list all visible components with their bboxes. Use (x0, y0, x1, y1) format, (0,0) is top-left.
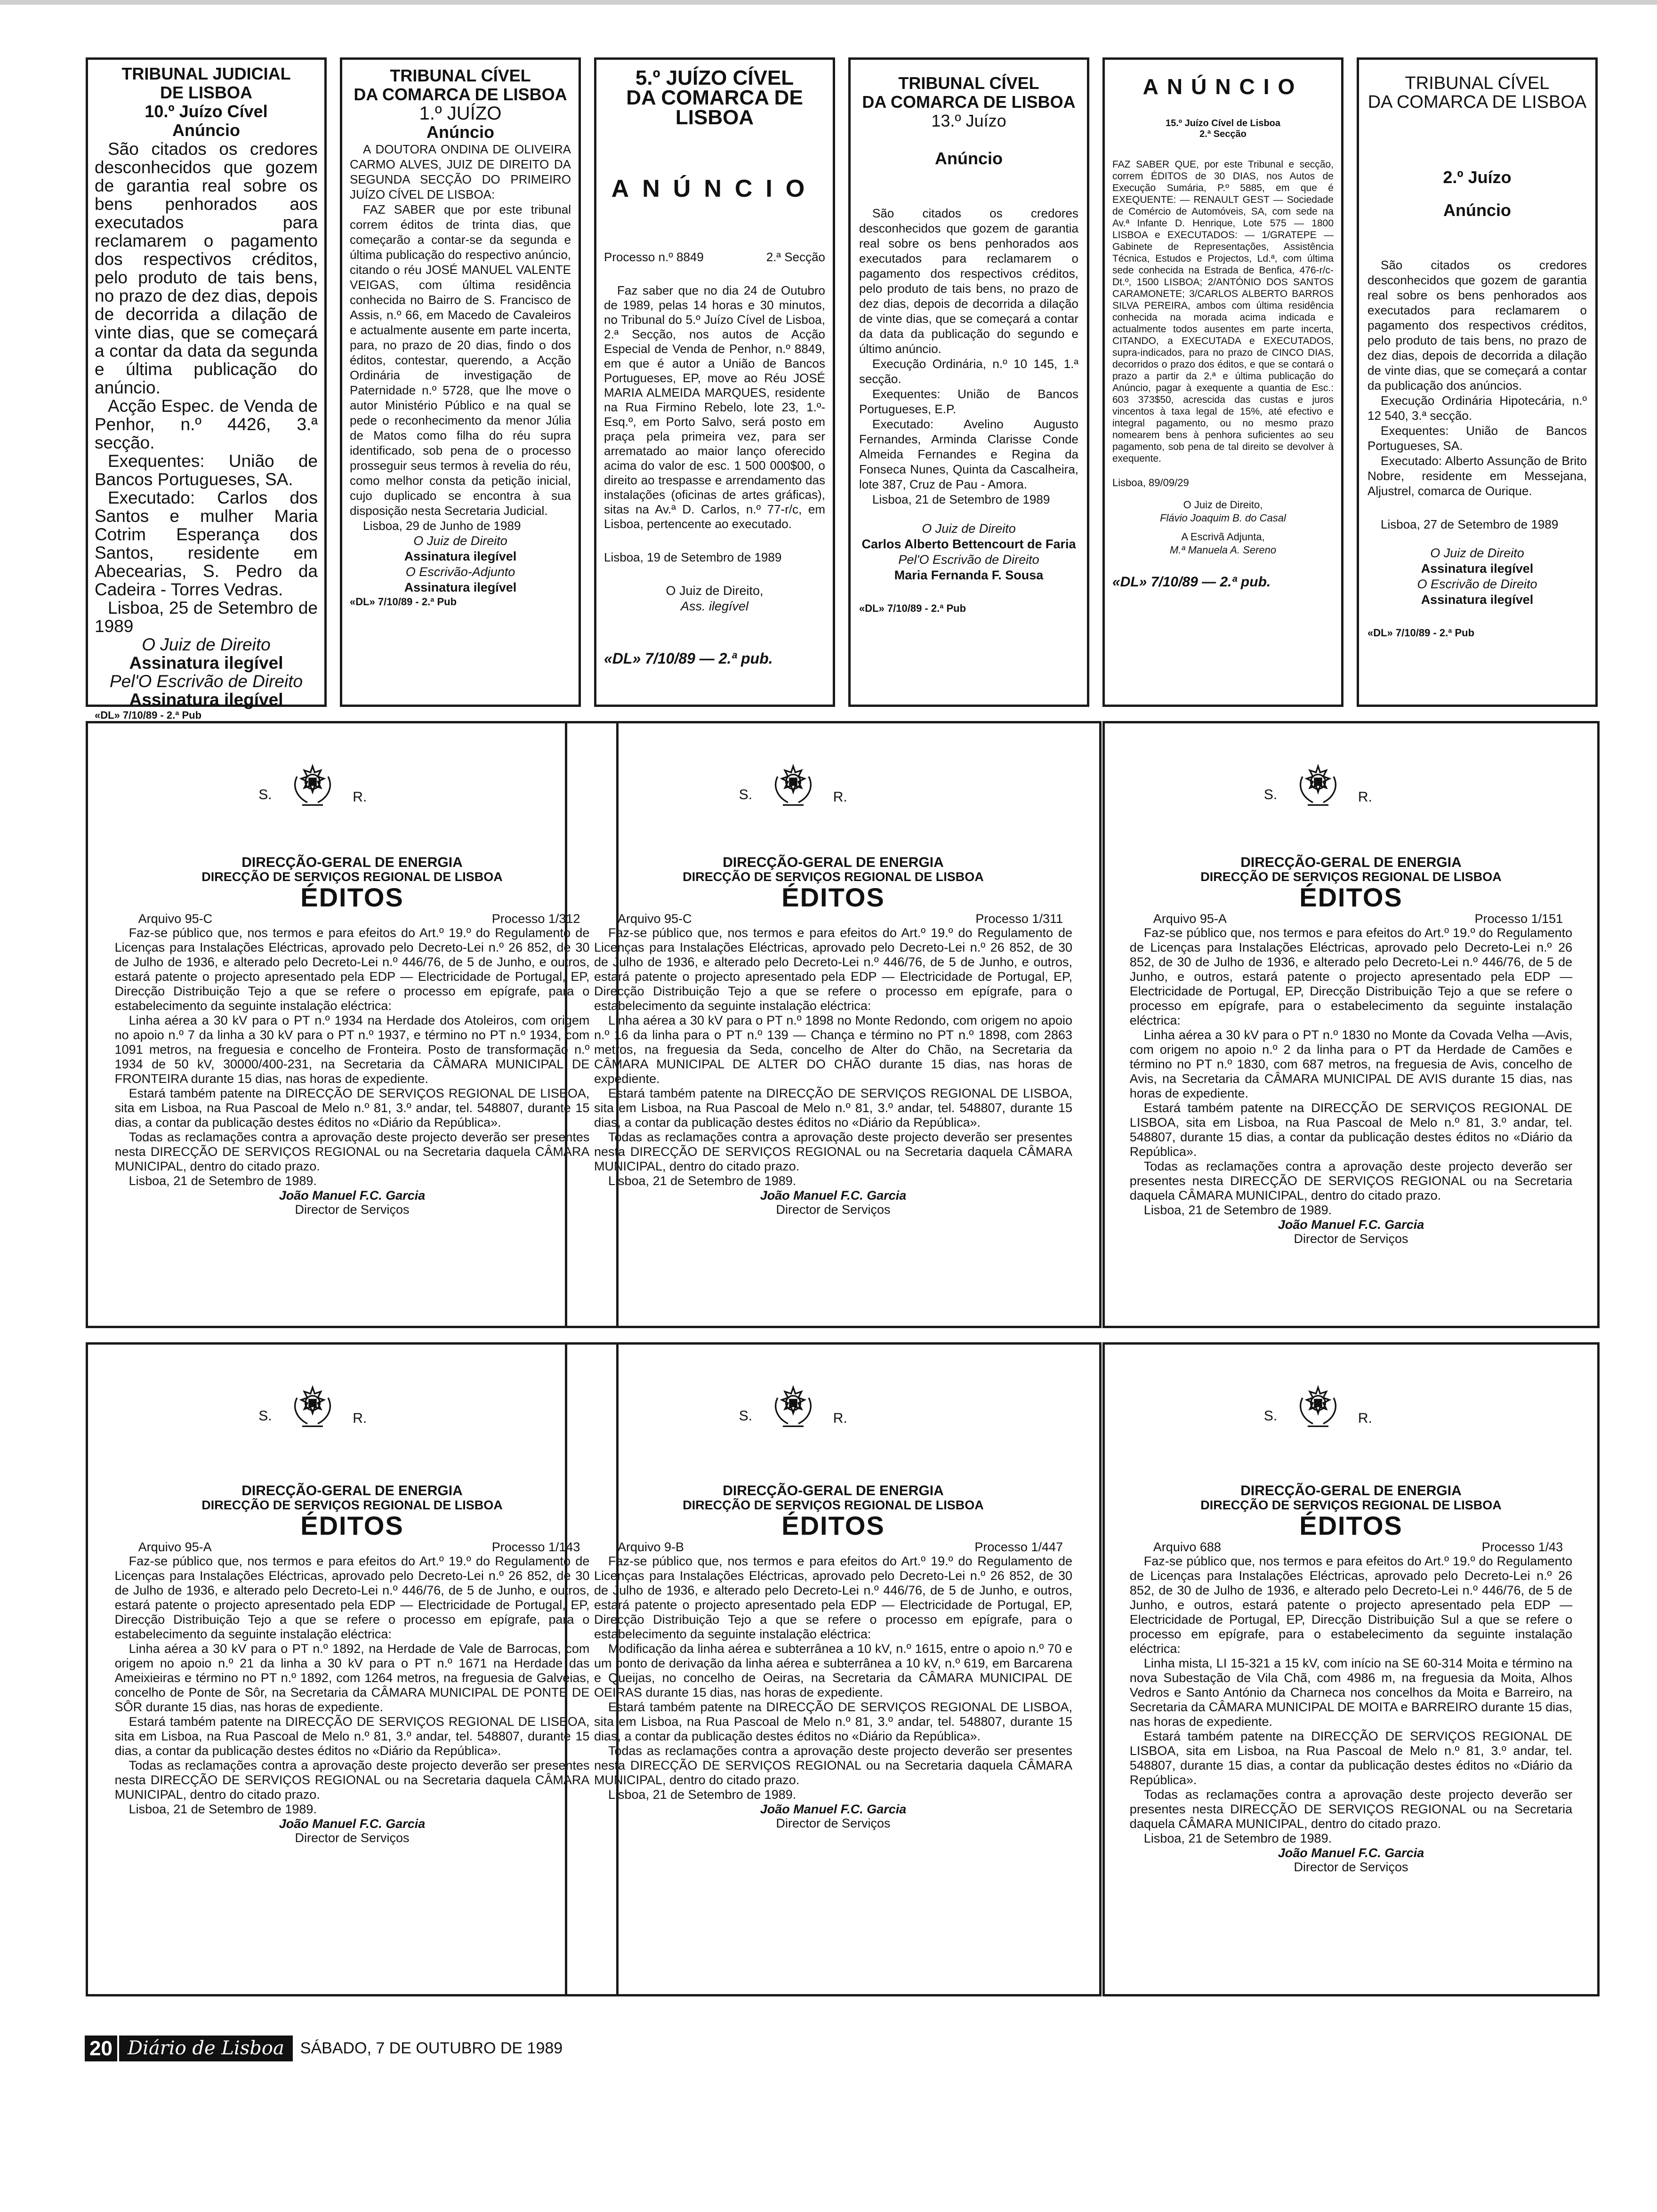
case-ref: Execução Ordinária, n.º 10 145, 1.ª secção. (859, 357, 1078, 386)
sr-header (88, 1382, 616, 1443)
court-name: 10.º Juízo Cível (145, 102, 268, 121)
issue-date: SÁBADO, 7 DE OUTUBRO DE 1989 (300, 2039, 563, 2057)
page-footer (85, 2036, 563, 2061)
signer-role: Director de Serviços (776, 1816, 891, 1830)
edital-p3: Estará também patente na DIRECÇÃO DE SERVIÇOS REGIONAL DE LISBOA, sita em Lisboa, na Rua Pascoal de Melo n.º 81, 3.º andar, tel. 548807, durante 15 dias, a contar da publicação destes éditos no «Diário da República». (114, 1086, 590, 1130)
notice-15-juizo (1102, 57, 1343, 707)
edital-box (1102, 1342, 1600, 1996)
editos-title: ÉDITOS (781, 882, 885, 912)
edital-p1: Faz-se público que, nos termos e para efeitos do Art.º 19.º do Regulamento de Licenças para Instalações Eléctricas, aprovado pelo Decreto-Lei n.º 26 852, de 30 de Julho de 1936, e alterado pelo Decreto-Lei n.º 446/76, de 5 de Junho, e outros, estará patente o projecto apresentado pela EDP — Electricidade de Portugal, EP, Direcção Distribuição Tejo a que se refere o processo em epígrafe, para o estabelecimento da seguinte instalação eléctrica: (114, 926, 590, 1013)
coat-of-arms-icon (287, 761, 338, 813)
sr-r: R. (1358, 789, 1372, 805)
dsr-title: DIRECÇÃO DE SERVIÇOS REGIONAL DE LISBOA (1200, 1498, 1502, 1512)
edital-refs (594, 1540, 1072, 1554)
edital-date: Lisboa, 21 de Setembro de 1989. (129, 1174, 317, 1188)
page-number: 20 (85, 2036, 117, 2061)
notice-heading: ANÚNCIO (1142, 74, 1303, 99)
notice-title: 5.º JUÍZO CÍVEL (635, 66, 794, 89)
notice-tribunal-civel-1 (340, 57, 581, 707)
notice-date: Lisboa, 89/09/29 (1112, 477, 1189, 489)
edital-refs (115, 912, 590, 926)
notice-date: Lisboa, 29 de Junho de 1989 (363, 519, 521, 533)
signature: Maria Fernanda F. Sousa (894, 568, 1044, 582)
publication-ref: «DL» 7/10/89 — 2.ª pub. (1112, 574, 1271, 590)
arquivo: Arquivo 95-C (138, 912, 213, 926)
edital-content (1130, 1483, 1572, 1874)
dsr-title: DIRECÇÃO DE SERVIÇOS REGIONAL DE LISBOA (1200, 870, 1502, 884)
edital-body (1130, 926, 1572, 1218)
edital-p2: Linha mista, LI 15-321 a 15 kV, com início na SE 60-314 Moita e término na nova Subestação de Vila Chã, com 4986 m, na freguesia da Moita, Alhos Vedros e Santo António da Charneca nos concelhos da Moita e Barreiro, na Secretaria da CÂMARA MUNICIPAL DE MOITA e BARREIRO durante 15 dias, nas horas de expediente. (1129, 1656, 1573, 1729)
processo: Processo 1/43 (1481, 1540, 1563, 1554)
court-name: 2.º Juízo (1443, 168, 1512, 187)
signer-name: João Manuel F.C. Garcia (279, 1188, 426, 1202)
arquivo: Arquivo 95-A (1153, 912, 1227, 926)
sr-header (1105, 761, 1597, 822)
notice-5-juizo (594, 57, 835, 707)
edital-p1: Faz-se público que, nos termos e para efeitos do Art.º 19.º do Regulamento de Licenças para Instalações Eléctricas, aprovado pelo Decreto-Lei n.º 26 852, de 30 de Julho de 1936, e alterado pelo Decreto-Lei n.º 446/76, de 5 de Junho, e outros, estará patente o projecto apresentado pela EDP — Electricidade de Portugal, EP, Direcção Distribuição Tejo a que se refere o processo em epígrafe, para o estabelecimento da seguinte instalação eléctrica: (1129, 926, 1573, 1027)
processo: Processo 1/447 (974, 1540, 1063, 1554)
edital-content (1130, 855, 1572, 1246)
edital-body (594, 926, 1072, 1188)
signer-name: João Manuel F.C. Garcia (760, 1188, 907, 1202)
arquivo: Arquivo 95-C (618, 912, 692, 926)
edital-content (594, 855, 1072, 1217)
signer-title: O Juiz de Direito, (1183, 499, 1263, 511)
notice-heading: ANÚNCIO (611, 175, 818, 202)
executado: Executado: Carlos dos Santos e mulher Maria Cotrim Esperança dos Santos, residente em Abecearias, S. Pedro da Cadeira - Torres Vedras. (95, 488, 318, 599)
publication-ref: «DL» 7/10/89 - 2.ª Pub (95, 709, 202, 721)
notice-tribunal-civel-13 (848, 57, 1089, 707)
sr-s: S. (1263, 787, 1278, 802)
edital-box (565, 721, 1102, 1328)
signature: M.ª Manuela A. Sereno (1169, 544, 1277, 556)
editos-title: ÉDITOS (1299, 882, 1403, 912)
notice-body: FAZ SABER QUE, por este Tribunal e secção, correm ÉDITOS de 30 DIAS, nos Autos de Execução Sumária, P.º 5885, em que é EXEQUENTE: — RENAULT GEST — Sociedade de Comércio de Automóveis, SA, com sede na Av.ª Infante D. Henrique, Lote 575 — 1800 LISBOA e EXECUTADOS: — 1/GRATEPE — Gabinete de Representações, Assistência Técnica, Estudos e Projectos, Ld.ª, com última sede conhecida na Estrada de Benfica, 476-r/c-Dt.º, 1500 LISBOA; 2/ANTÓNIO DOS SANTOS CARAMONETE; 3/CARLOS ALBERTO BARROS SILVA PEREIRA, ambos com última residência conhecida na morada acima indicada e actualmente todos ausentes em parte incerta, CITANDO, a EXECUTADA e EXECUTADOS, supra-indicados, para no prazo de CINCO DIAS, decorridos o prazo dos éditos, e que se contará o prazo a partir da 2.ª e última publicação do Anúncio, pagar à exequente a quantia de Esc.: 603 373$50, acrescida das custas e juros vincentos à taxa legal de 15%, até efectivo e integral pagamento, ou no mesmo prazo nomearem bens à penhora suficientes ao seu pagamento, sob pena de tal direito se devolver à exequente. (1112, 159, 1334, 464)
notice-title: DA COMARCA DE LISBOA (862, 92, 1076, 112)
edital-p4: Todas as reclamações contra a aprovação deste projecto deverão ser presentes nesta DIRECÇÃO DE SERVIÇOS REGIONAL ou na Secretaria daquela CÂMARA MUNICIPAL, dentro do citado prazo. (594, 1744, 1072, 1787)
dsr-title: DIRECÇÃO DE SERVIÇOS REGIONAL DE LISBOA (201, 1498, 503, 1512)
notice-date: Lisboa, 19 de Setembro de 1989 (604, 550, 782, 564)
exequentes: Exequentes: União de Bancos Portugueses, SA. (95, 451, 318, 489)
notice-title: TRIBUNAL JUDICIAL (121, 64, 291, 83)
dge-title: DIRECÇÃO-GERAL DE ENERGIA (241, 1483, 463, 1499)
section: 2.ª Secção (1199, 129, 1247, 139)
signature: Assinatura ilegível (1421, 561, 1534, 576)
publication-ref: «DL» 7/10/89 - 2.ª Pub (350, 596, 457, 608)
dge-title: DIRECÇÃO-GERAL DE ENERGIA (1240, 855, 1462, 870)
court-name: 13.º Juízo (931, 111, 1006, 130)
notice-title: DA COMARCA DE LISBOA (1367, 92, 1587, 112)
sr-s: S. (1263, 1408, 1278, 1424)
exequentes: Exequentes: União de Bancos Portugueses, SA. (1367, 424, 1587, 453)
case-ref: Execução Ordinária Hipotecária, n.º 12 540, 3.ª secção. (1367, 393, 1587, 423)
signer-role: Director de Serviços (1294, 1860, 1408, 1874)
notice-date: Lisboa, 25 de Setembro de 1989 (95, 598, 318, 636)
edital-body (115, 926, 590, 1188)
edital-box (86, 721, 619, 1328)
notice-tribunal-civel-2 (1357, 57, 1598, 707)
dsr-title: DIRECÇÃO DE SERVIÇOS REGIONAL DE LISBOA (683, 1498, 984, 1512)
signer-title: Pel'O Escrivão de Direito (109, 672, 303, 691)
sr-s: S. (739, 787, 753, 802)
edital-p4: Todas as reclamações contra a aprovação deste projecto deverão ser presentes nesta DIRECÇÃO DE SERVIÇOS REGIONAL ou na Secretaria daquela CÂMARA MUNICIPAL, dentro do citado prazo. (114, 1758, 590, 1802)
signature: Ass. ilegível (680, 599, 749, 613)
edital-p3: Estará também patente na DIRECÇÃO DE SERVIÇOS REGIONAL DE LISBOA, sita em Lisboa, na Rua Pascoal de Melo n.º 81, 3.º andar, tel. 548807, durante 15 dias, a contar da publicação destes éditos no «Diário da República». (1129, 1729, 1573, 1787)
publication-ref: «DL» 7/10/89 - 2.ª Pub (1367, 627, 1475, 639)
sr-header (88, 761, 616, 822)
edital-p4: Todas as reclamações contra a aprovação deste projecto deverão ser presentes nesta DIRECÇÃO DE SERVIÇOS REGIONAL ou na Secretaria daquela CÂMARA MUNICIPAL, dentro do citado prazo. (594, 1130, 1072, 1173)
notice-body: FAZ SABER que por este tribunal correm éditos de trinta dias, que começarão a contar-se da segunda e última publicação do respectivo anúncio, citando o réu JOSÉ MANUEL VALENTE VEIGAS, com última residência conhecida no Bairro de S. Francisco de Assis, n.º 66, em Macedo de Cavaleiros e actualmente ausente em parte incerta, para, no prazo de 20 dias, findo o dos éditos, contestar, querendo, a Acção Ordinária de investigação de Paternidade n.º 5728, que lhe move o autor Ministério Público e na qual se pede o reconhecimento da menor Júlia de Matos como filha do réu supra identificado, sob pena de o processo prosseguir seus termos à revelia do réu, como melhor consta da petição inicial, cujo duplicado se encontra à sua disposição nesta Secretaria Judicial. (350, 202, 571, 518)
notice-heading: Anúncio (426, 122, 494, 142)
notice-body: Faz saber que no dia 24 de Outubro de 1989, pelas 14 horas e 30 minutos, no Tribunal do 5.º Juízo Cível de Lisboa, 2.ª Secção, nos autos de Acção Especial de Venda de Penhor, n.º 8849, em que é autor a União de Bancos Portugueses, EP, move ao Réu JOSÉ MARIA ALMEIDA MARQUES, residente na Rua Firmino Rebelo, lote 23, 1.º-Esq.º, em Porto Salvo, será posto em praça pela primeira vez, para ser arrematado ao maior lanço oferecido acima do valor de esc. 1 500 000$00, o direito ao trespasse e arrendamento das instalações (oficinas de artes gráficas), sitas na Av.ª D. Carlos, n.º 77-r/c, em Lisboa, pertencente ao executado. (604, 283, 825, 531)
notice-title: DA COMARCA DE (626, 86, 803, 109)
sr-r: R. (353, 789, 367, 805)
sr-s: S. (739, 1408, 753, 1424)
dsr-title: DIRECÇÃO DE SERVIÇOS REGIONAL DE LISBOA (201, 870, 503, 884)
sr-r: R. (353, 1411, 367, 1426)
edital-p3: Estará também patente na DIRECÇÃO DE SERVIÇOS REGIONAL DE LISBOA, sita em Lisboa, na Rua Pascoal de Melo n.º 81, 3.º andar, tel. 548807, durante 15 dias, a contar da publicação destes éditos no «Diário da República». (594, 1700, 1072, 1743)
section: 2.ª Secção (766, 250, 825, 264)
processo: Processo 1/143 (491, 1540, 580, 1554)
notice-title: DA COMARCA DE LISBOA (354, 85, 567, 104)
edital-box (565, 1342, 1102, 1996)
signature: Carlos Alberto Bettencourt de Faria (861, 537, 1076, 551)
edital-refs (115, 1540, 590, 1554)
sr-header (567, 1382, 1099, 1443)
edital-body (1130, 1554, 1572, 1846)
edital-date: Lisboa, 21 de Setembro de 1989. (608, 1787, 796, 1802)
dge-title: DIRECÇÃO-GERAL DE ENERGIA (723, 1483, 944, 1499)
arquivo: Arquivo 688 (1153, 1540, 1221, 1554)
dsr-title: DIRECÇÃO DE SERVIÇOS REGIONAL DE LISBOA (683, 870, 984, 884)
notice-title: TRIBUNAL CÍVEL (390, 66, 531, 85)
notice-title: LISBOA (675, 106, 754, 129)
coat-of-arms-icon (1292, 1382, 1344, 1434)
sr-r: R. (1358, 1411, 1372, 1426)
signature: Assinatura ilegível (1421, 593, 1534, 607)
signature: Assinatura ilegível (129, 653, 283, 673)
signer-title: O Juiz de Direito (142, 635, 271, 654)
court-name: 15.º Juízo Cível de Lisboa (1165, 118, 1281, 128)
signer-name: João Manuel F.C. Garcia (760, 1802, 907, 1816)
notice-date: Lisboa, 27 de Setembro de 1989 (1381, 517, 1559, 531)
coat-of-arms-icon (1292, 761, 1344, 813)
edital-refs (1130, 912, 1572, 926)
coat-of-arms-icon (767, 761, 819, 813)
edital-p1: Faz-se público que, nos termos e para efeitos do Art.º 19.º do Regulamento de Licenças para Instalações Eléctricas, aprovado pelo Decreto-Lei n.º 26 852, de 30 de Julho de 1936, e alterado pelo Decreto-Lei n.º 446/76, de 5 de Junho, e outros, estará patente o projecto apresentado pela EDP — Electricidade de Portugal, EP, Direcção Distribuição Tejo a que se refere o processo em epígrafe, para o estabelecimento da seguinte instalação eléctrica: (594, 1554, 1072, 1641)
notice-heading: Anúncio (935, 149, 1003, 168)
executado: Executado: Avelino Augusto Fernandes, Arminda Clarisse Conde Almeida Fernandes e Regina da Fonseca Nunes, Quinta da Cascalheira, lote 387, Cruz de Pau - Amora. (859, 417, 1078, 491)
signature: Flávio Joaquim B. do Casal (1160, 512, 1286, 524)
dge-title: DIRECÇÃO-GERAL DE ENERGIA (1240, 1483, 1462, 1499)
processo: Processo 1/312 (491, 912, 580, 926)
sr-r: R. (833, 1411, 847, 1426)
signer-role: Director de Serviços (776, 1202, 891, 1217)
editos-title: ÉDITOS (781, 1511, 885, 1540)
editos-title: ÉDITOS (1299, 1511, 1403, 1540)
case-ref: Acção Espec. de Venda de Penhor, n.º 4426, 3.ª secção. (95, 396, 318, 452)
notice-body: São citados os credores desconhecidos que gozem de garantia real sobre os bens penhorados aos executados para reclamarem o pagamento dos respectivos créditos, pelo produto de tais bens, no prazo de dez dias, depois de decorrida a dilação de vinte dias, que se começará a contar da publicação dos anúncios. (1367, 258, 1587, 393)
edital-refs (594, 912, 1072, 926)
notice-body: São citados os credores desconhecidos que gozem de garantia real sobre os bens penhorados aos executados para reclamarem o pagamento dos respectivos créditos, pelo produto de tais bens, no prazo de dez dias, depois de decorrida a dilação de vinte dias, que se começará a contar da data da publicação do segundo e último anúncio. (859, 206, 1078, 356)
signer-name: João Manuel F.C. Garcia (1278, 1218, 1424, 1232)
sr-header (1105, 1382, 1597, 1443)
notice-body: São citados os credores desconhecidos que gozem de garantia real sobre os bens penhorados aos executados para reclamarem o pagamento dos respectivos créditos, pelo produto de tais bens, no prazo de dez dias, depois de decorrida a dilação de vinte dias, que se começará a contar da data da segunda e última publicação do anúncio. (95, 139, 318, 397)
signer-title: A Escrivã Adjunta, (1181, 531, 1265, 543)
notice-date: Lisboa, 21 de Setembro de 1989 (872, 492, 1050, 506)
sr-header (567, 761, 1099, 822)
edital-p1: Faz-se público que, nos termos e para efeitos do Art.º 19.º do Regulamento de Licenças para Instalações Eléctricas, aprovado pelo Decreto-Lei n.º 26 852, de 30 de Julho de 1936, e alterado pelo Decreto-Lei n.º 446/76, de 5 de Junho, e outros, estará patente o projecto apresentado pela EDP — Electricidade de Portugal, EP, Direcção Distribuição Sul a que se refere o processo em epígrafe, para o estabelecimento da seguinte instalação eléctrica: (1129, 1554, 1573, 1656)
coat-of-arms-icon (287, 1382, 338, 1434)
signer-role: Director de Serviços (1294, 1232, 1408, 1246)
sr-s: S. (258, 787, 272, 802)
arquivo: Arquivo 9-B (618, 1540, 684, 1554)
signer-title: O Escrivão-Adjunto (405, 565, 515, 579)
edital-p2: Linha aérea a 30 kV para o PT n.º 1830 no Monte da Covada Velha —Avis, com origem no apoio n.º 2 da linha para o PT da Herdade de Camões e término no PT n.º 1830, com 687 metros, na freguesia de Avis, concelho de Avis, na Secretaria da CÂMARA MUNICIPAL DE AVIS durante 15 dias, nas horas de expediente. (1129, 1028, 1573, 1100)
edital-date: Lisboa, 21 de Setembro de 1989. (608, 1174, 796, 1188)
edital-p2: Linha aérea a 30 kV para o PT n.º 1892, na Herdade de Vale de Barrocas, com origem no apoio n.º 21 da linha a 30 kV para o PT n.º 1671 na Herdade das Ameixieiras e término no PT n.º 1892, com 1264 metros, na freguesia de Galveias, concelho de Ponte de Sôr, na Secretaria da CÂMARA MUNICIPAL DE PONTE DE SÔR durante 15 dias, nas horas de expediente. (114, 1642, 590, 1714)
signer-role: Director de Serviços (295, 1202, 410, 1217)
signer-title: O Juiz de Direito, (666, 584, 764, 598)
notice-title: TRIBUNAL CÍVEL (898, 73, 1039, 93)
edital-p3: Estará também patente na DIRECÇÃO DE SERVIÇOS REGIONAL DE LISBOA, sita em Lisboa, na Rua Pascoal de Melo n.º 81, 3.º andar, tel. 548807, durante 15 dias, a contar da publicação destes éditos no «Diário da República». (1129, 1101, 1573, 1159)
processo: Processo 1/311 (975, 912, 1063, 926)
edital-date: Lisboa, 21 de Setembro de 1989. (1143, 1203, 1332, 1217)
processo: Processo 1/151 (1474, 912, 1563, 926)
edital-p4: Todas as reclamações contra a aprovação deste projecto deverão ser presentes nesta DIRECÇÃO DE SERVIÇOS REGIONAL ou na Secretaria daquela CÂMARA MUNICIPAL, dentro do citado prazo. (114, 1130, 590, 1173)
edital-p1: Faz-se público que, nos termos e para efeitos do Art.º 19.º do Regulamento de Licenças para Instalações Eléctricas, aprovado pelo Decreto-Lei n.º 26 852, de 30 de Julho de 1936, e alterado pelo Decreto-Lei n.º 446/76, de 5 de Junho, e outros, estará patente o projecto apresentado pela EDP — Electricidade de Portugal, EP, Direcção Distribuição Tejo a que se refere o processo em epígrafe, para o estabelecimento da seguinte instalação eléctrica: (114, 1554, 590, 1641)
edital-p4: Todas as reclamações contra a aprovação deste projecto deverão ser presentes nesta DIRECÇÃO DE SERVIÇOS REGIONAL ou na Secretaria daquela CÂMARA MUNICIPAL, dentro do citado prazo. (1129, 1159, 1573, 1202)
edital-p2: Linha aérea a 30 kV para o PT n.º 1898 no Monte Redondo, com origem no apoio n.º 16 da linha para o PT n.º 139 — Chança e término no PT n.º 1898, com 2863 metros, na freguesia da Seda, concelho de Alter do Chão, na Secretaria da CÂMARA MUNICIPAL DE ALTER DO CHÃO durante 15 dias, nas horas de expediente. (594, 1013, 1072, 1086)
edital-p2: Modificação da linha aérea e subterrânea a 10 kV, n.º 1615, entre o apoio n.º 70 e um ponto de derivação da linha aérea e subterrânea a 10 kV, n.º 619, em Barcarena e Queijas, no concelho de Oeiras, na Secretaria da CÂMARA MUNICIPAL DE OEIRAS durante 15 dias, nas horas de expediente. (594, 1642, 1072, 1699)
sr-r: R. (833, 789, 847, 805)
sr-s: S. (258, 1408, 272, 1424)
edital-body (594, 1554, 1072, 1802)
edital-date: Lisboa, 21 de Setembro de 1989. (1143, 1831, 1332, 1845)
edital-box (86, 1342, 619, 1996)
edital-p3: Estará também patente na DIRECÇÃO DE SERVIÇOS REGIONAL DE LISBOA, sita em Lisboa, na Rua Pascoal de Melo n.º 81, 3.º andar, tel. 548807, durante 15 dias, a contar da publicação destes éditos no «Diário da República». (594, 1086, 1072, 1130)
edital-content (594, 1483, 1072, 1830)
top-border (0, 0, 1657, 5)
notice-title: TRIBUNAL CÍVEL (1405, 73, 1550, 93)
edital-p1: Faz-se público que, nos termos e para efeitos do Art.º 19.º do Regulamento de Licenças para Instalações Eléctricas, aprovado pelo Decreto-Lei n.º 26 852, de 30 de Julho de 1936, e alterado pelo Decreto-Lei n.º 446/76, de 5 de Junho, e outros, estará patente o projecto apresentado pela EDP — Electricidade de Portugal, EP, Direcção Distribuição Tejo a que se refere o processo em epígrafe, para o estabelecimento da seguinte instalação eléctrica: (594, 926, 1072, 1013)
editos-title: ÉDITOS (300, 882, 404, 912)
court-name: 1.º JUÍZO (419, 103, 502, 124)
notice-title: DE LISBOA (160, 83, 252, 102)
publication-ref: «DL» 7/10/89 - 2.ª Pub (859, 602, 966, 614)
signer-title: O Juiz de Direito (1430, 546, 1524, 560)
signature: Assinatura ilegível (404, 580, 517, 594)
edital-content (115, 1483, 590, 1845)
executado: Executado: Alberto Assunção de Brito Nobre, residente em Messejana, Aljustrel, comarca de Ourique. (1367, 454, 1587, 498)
editos-title: ÉDITOS (300, 1511, 404, 1540)
masthead: Diário de Lisboa (119, 2036, 293, 2061)
publication-ref: «DL» 7/10/89 — 2.ª pub. (604, 650, 773, 667)
notice-body: A DOUTORA ONDINA DE OLIVEIRA CARMO ALVES, JUIZ DE DIREITO DA SEGUNDA SECÇÃO DO PRIMEIRO JUÍZO CÍVEL DE LISBOA: (350, 142, 571, 201)
edital-p4: Todas as reclamações contra a aprovação deste projecto deverão ser presentes nesta DIRECÇÃO DE SERVIÇOS REGIONAL ou na Secretaria daquela CÂMARA MUNICIPAL, dentro do citado prazo. (1129, 1787, 1573, 1831)
edital-box (1102, 721, 1600, 1328)
edital-date: Lisboa, 21 de Setembro de 1989. (129, 1802, 317, 1816)
signer-title: O Juiz de Direito (922, 521, 1016, 536)
process-number: Processo n.º 8849 (604, 250, 704, 264)
signer-title: O Escrivão de Direito (1417, 577, 1537, 591)
dge-title: DIRECÇÃO-GERAL DE ENERGIA (241, 855, 463, 870)
signer-title: Pel'O Escrivão de Direito (898, 553, 1039, 567)
edital-content (115, 855, 590, 1217)
signer-name: João Manuel F.C. Garcia (1278, 1846, 1424, 1860)
exequentes: Exequentes: União de Bancos Portugueses, E.P. (859, 387, 1078, 416)
notice-heading: Anúncio (172, 120, 240, 140)
edital-refs (1130, 1540, 1572, 1554)
signature: Assinatura ilegível (129, 690, 283, 709)
notice-heading: Anúncio (1443, 200, 1511, 220)
signer-title: O Juiz de Direito (413, 534, 507, 548)
edital-p2: Linha aérea a 30 kV para o PT n.º 1934 na Herdade dos Atoleiros, com origem no apoio n.º 7 da linha a 30 kV para o PT n.º 1937, e término no PT n.º 1934, com 1091 metros, na freguesia e concelho de Fronteira. Posto de transformação n.º 1934 de 50 kV, 30000/400-231, na Secretaria da CÂMARA MUNICIPAL DE FRONTEIRA durante 15 dias, nas horas de expediente. (114, 1013, 590, 1086)
dge-title: DIRECÇÃO-GERAL DE ENERGIA (723, 855, 944, 870)
arquivo: Arquivo 95-A (138, 1540, 212, 1554)
signer-name: João Manuel F.C. Garcia (279, 1817, 426, 1831)
coat-of-arms-icon (767, 1382, 819, 1434)
signer-role: Director de Serviços (295, 1831, 410, 1845)
edital-body (115, 1554, 590, 1817)
notice-tribunal-judicial (86, 57, 327, 721)
edital-p3: Estará também patente na DIRECÇÃO DE SERVIÇOS REGIONAL DE LISBOA, sita em Lisboa, na Rua Pascoal de Melo n.º 81, 3.º andar, tel. 548807, durante 15 dias, a contar da publicação destes éditos no «Diário da República». (114, 1715, 590, 1758)
signature: Assinatura ilegível (404, 549, 517, 563)
